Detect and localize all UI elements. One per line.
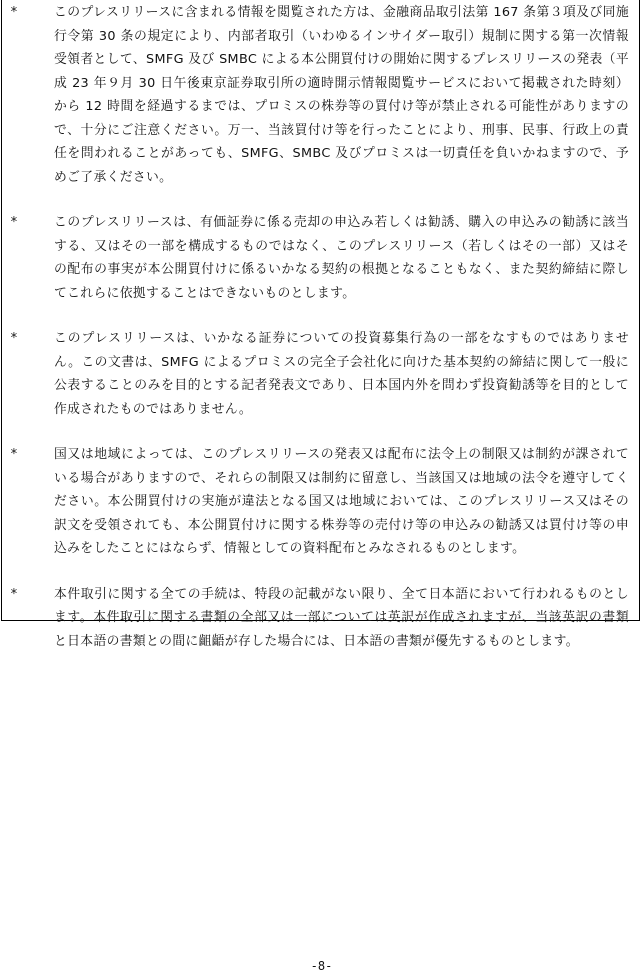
notice-text: 国又は地域によっては、このプレスリリースの発表又は配布に法令上の制限又は制約が課されている場合がありますので、それらの制限又は制約に留意し、当該国又は地域の法令を遵守してください。本公開買付けの実施が違法となる国又は地域においては、このプレスリリース又はその訳文を受領されても、本公開買付けに関する株券等の売付け等の申込みの勧誘又は買付け等の申込みをしたことにはならず、情報としての資料配布とみなされるものとします。 (54, 447, 629, 556)
bullet-marker: * (10, 215, 18, 230)
page-number: -8- (310, 959, 333, 973)
bullet-marker: * (10, 586, 18, 602)
notice-item-not-investment-offer (2, 327, 639, 421)
notice-item-jurisdiction-restrictions (2, 443, 639, 561)
notice-text: このプレスリリースは、有価証券に係る売却の申込み若しくは勧誘、購入の申込みの勧誘に該当する、又はその一部を構成するものではなく、このプレスリリース（若しくはその一部）又はその配布の事実が本公開買付けに係るいかなる契約の根拠となることもなく、また契約締結に際してこれらに依拠することはできないものとします。 (54, 215, 629, 301)
bullet-marker: * (10, 331, 18, 346)
notice-text: このプレスリリースに含まれる情報を閲覧された方は、金融商品取引法第 167 条第３項及び同施行令第 30 条の規定により、内部者取引（いわゆるインサイダー取引）規制に関する第一次情報受領者として、SMFG 及び SMBC による本公開買付けの開始に関するプレスリリースの発表（平成 23 年９月 30 日午後東京証券取引所の適時開示情報閲覧サービスにおいて掲載された時刻）から 12 時間を経過するまでは、プロミスの株券等の買付け等が禁止される可能性がありますので、十分にご注意ください。万一、当該買付け等を行ったことにより、刑事、民事、行政上の責任を問われることがあっても、SMFG、SMBC 及びプロミスは一切責任を負いかねますので、予めご了承ください。 (54, 5, 629, 185)
disclaimer-box (1, 0, 640, 649)
bullet-marker: * (10, 447, 18, 462)
notice-item-language (2, 583, 639, 654)
notice-text: 本件取引に関する全ての手続は、特段の記載がない限り、全て日本語において行われるものとします。本件取引に関する書類の全部又は一部については英訳が作成されますが、当該英訳の書類と日本語の書類との間に齟齬が存した場合には、日本語の書類が優先するものとします。 (54, 586, 629, 649)
bullet-marker: * (10, 5, 18, 20)
notice-item-no-solicitation (2, 211, 639, 305)
notice-text: このプレスリリースは、いかなる証券についての投資募集行為の一部をなすものではありません。この文書は、SMFG によるプロミスの完全子会社化に向けた基本契約の締結に関して一般に公表することのみを目的とする記者発表文であり、日本国内外を問わず投資勧誘等を目的として作成されたものではありません。 (54, 331, 629, 417)
notice-item-insider-trading (2, 1, 639, 189)
